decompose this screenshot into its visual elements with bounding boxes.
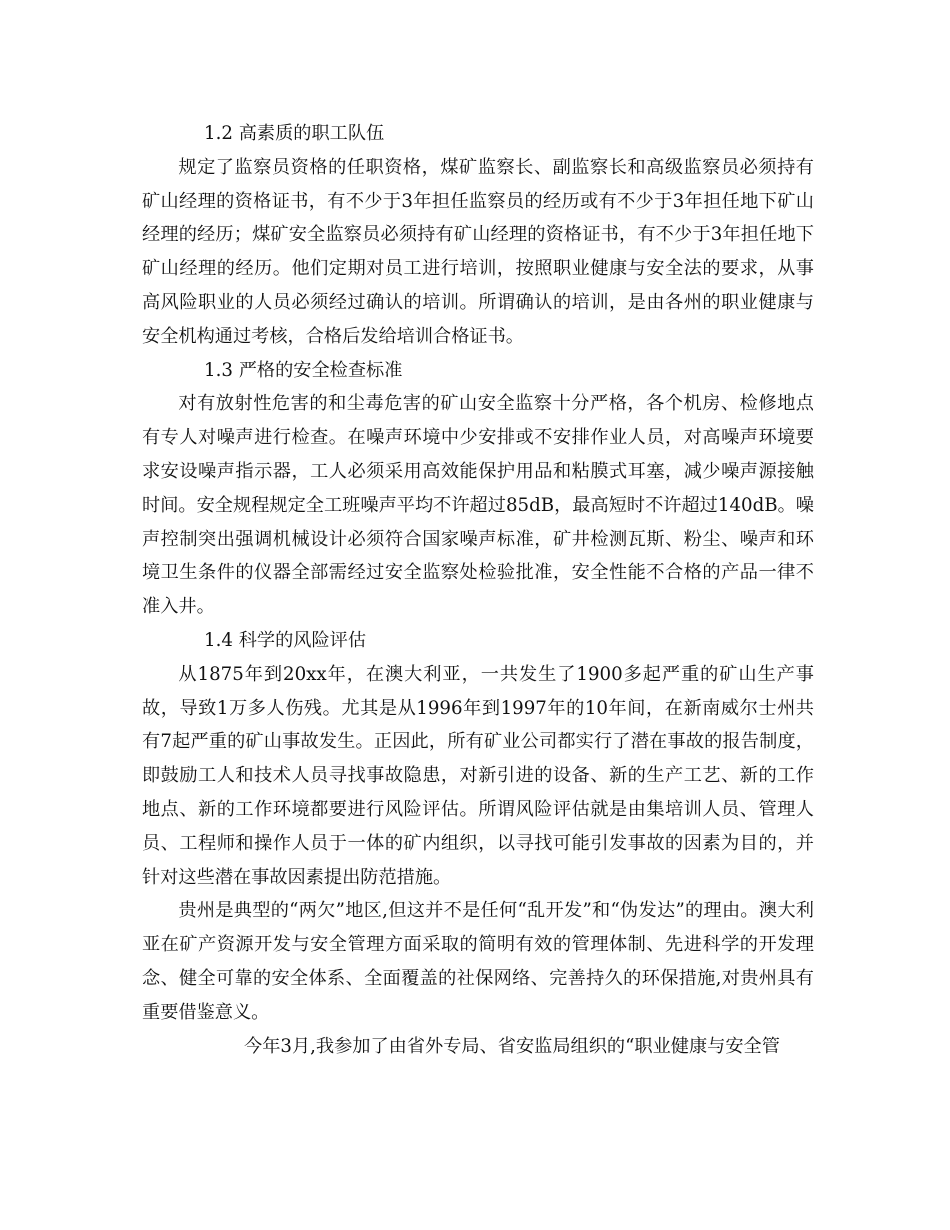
section-paragraph-risk-assessment: 从1875年到20xx年，在澳大利亚，一共发生了1900多起严重的矿山生产事故，导致1万多人伤残。尤其是从1996年到1997年的10年间，在新南威尔士州共有7起严重的矿山事故发生。正因此，所有矿业公司都实行了潜在事故的报告制度，即鼓励工人和技术人员寻找事故隐患，对新引进的设备、新的生产工艺、新的工作地点、新的工作环境都要进行风险评估。所谓风险评估就是由集培训人员、管理人员、工程师和操作人员于一体的矿内组织，以寻找可能引发事故的因素为目的，并针对这些潜在事故因素提出防范措施。 — [142, 663, 814, 888]
document-body — [142, 117, 814, 1063]
section-heading-risk-assessment: 1.4 科学的风险评估 — [204, 629, 367, 651]
section-paragraph-qualified-staff: 规定了监察员资格的任职资格，煤矿监察长、副监察长和高级监察员必须持有矿山经理的资格证书，有不少于3年担任监察员的经历或有不少于3年担任地下矿山经理的经历；煤矿安全监察员必须持有矿山经理的资格证书，有不少于3年担任地下矿山经理的经历。他们定期对员工进行培训，按照职业健康与安全法的要求，从事高风险职业的人员必须经过确认的培训。所谓确认的培训，是由各州的职业健康与安全机构通过考核，合格后发给培训合格证书。 — [142, 156, 814, 347]
section-paragraph-inspection-standards: 对有放射性危害的和尘毒危害的矿山安全监察十分严格，各个机房、检修地点有专人对噪声进行检查。在噪声环境中少安排或不安排作业人员，对高噪声环境要求安设噪声指示器，工人必须采用高效能保护用品和粘膜式耳塞，减少噪声源接触时间。安全规程规定全工班噪声平均不许超过85dB，最高短时不许超过140dB。噪声控制突出强调机械设计必须符合国家噪声标准，矿井检测瓦斯、粉尘、噪声和环境卫生条件的仪器全部需经过安全监察处检验批准，安全性能不合格的产品一律不准入井。 — [142, 393, 814, 618]
final-line: 今年3月,我参加了由省外专局、省安监局组织的“职业健康与安全管 — [244, 1035, 780, 1057]
closing-paragraph: 贵州是典型的“两欠”地区,但这并不是任何“乱开发”和“伪发达”的理由。澳大利亚在矿产资源开发与安全管理方面采取的简明有效的管理体制、先进科学的开发理念、健全可靠的安全体系、全面覆盖的社保网络、完善持久的环保措施,对贵州具有重要借鉴意义。 — [142, 900, 814, 1023]
section-heading-inspection-standards: 1.3 严格的安全检查标准 — [204, 359, 403, 381]
section-heading-qualified-staff: 1.2 高素质的职工队伍 — [204, 123, 385, 144]
